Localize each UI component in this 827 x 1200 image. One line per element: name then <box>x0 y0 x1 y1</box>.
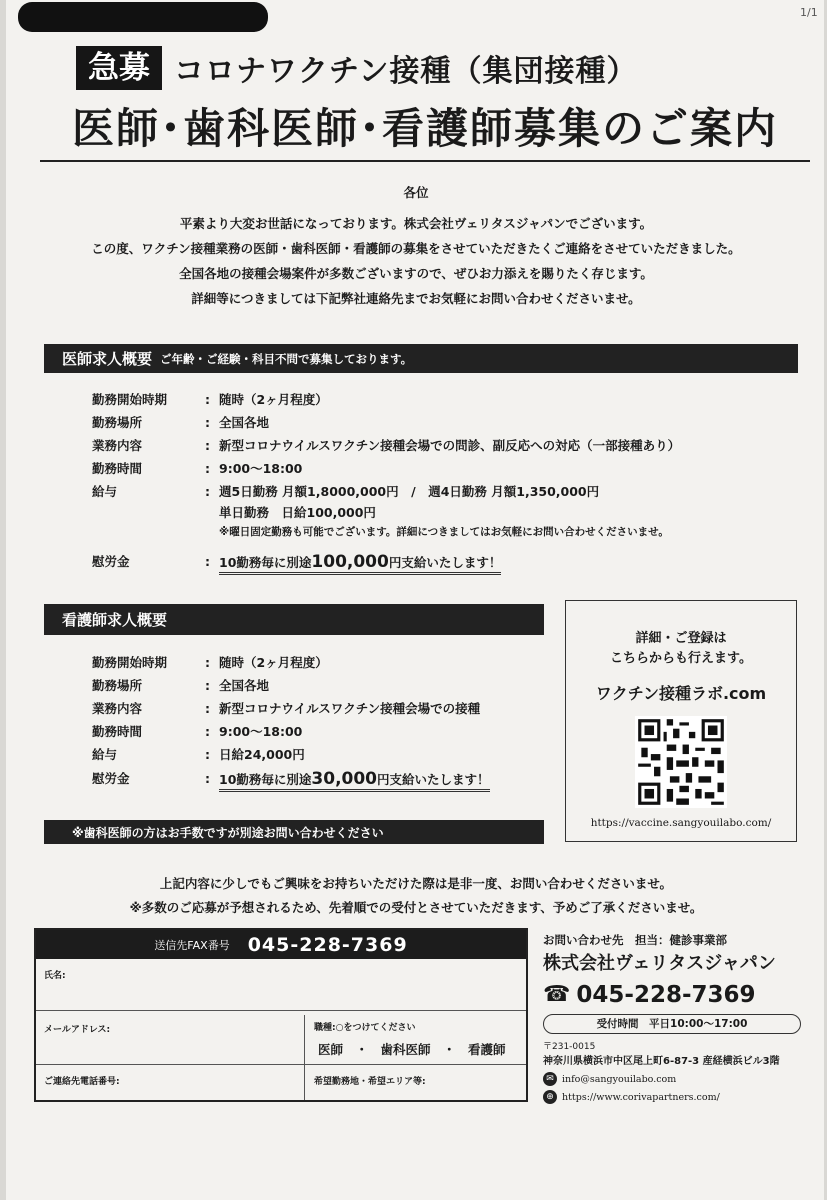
mail-icon: ✉ <box>543 1072 557 1086</box>
detail-row: 勤務場所 : 全国各地 <box>92 415 270 430</box>
registration-text: 詳細・ご登録は こちらからも行えます。 <box>610 631 752 666</box>
detail-row: 業務内容 : 新型コロナウイルスワクチン接種会場での問診、副反応への対応（一部接種あり） <box>92 438 681 453</box>
closing-line: ※多数のご応募が予想されるため、先着順での受付とさせていただきます、予めご了承くださいませ。 <box>129 900 703 915</box>
detail-row: 給与 : 日給24,000円 <box>92 747 305 762</box>
bonus-text: 10勤務毎に別途100,000円支給いたします！ <box>219 549 501 575</box>
company-name: 株式会社ヴェリタスジャパン <box>543 953 776 974</box>
nurse-section-title: 看護師求人概要 <box>62 611 168 629</box>
postal-code: 〒231-0015 <box>543 1042 596 1052</box>
bonus-row: 慰労金 : 10勤務毎に別途100,000円支給いたします！ <box>92 549 680 575</box>
intro-line: 各位 <box>403 185 429 200</box>
detail-row: 勤務場所 : 全国各地 <box>92 678 270 693</box>
doctor-section-header <box>44 344 798 373</box>
doctor-section-title: 医師求人概要 <box>62 350 153 368</box>
form-divider <box>36 1010 526 1011</box>
email-field-label: メールアドレス: <box>44 1025 111 1035</box>
nurse-section-header <box>44 604 544 635</box>
globe-icon: ⊕ <box>543 1090 557 1104</box>
detail-row: 勤務時間 : 9:00～18:00 <box>92 724 303 739</box>
job-options[interactable]: 医師 ・ 歯科医師 ・ 看護師 <box>318 1042 506 1057</box>
detail-row: 勤務時間 : 9:00～18:00 <box>92 461 303 476</box>
dentist-note-bar <box>44 820 544 844</box>
bonus-text: 10勤務毎に別途30,000円支給いたします！ <box>219 766 490 792</box>
form-divider <box>36 1064 526 1065</box>
email-line <box>543 1070 813 1088</box>
fax-form <box>34 928 528 1102</box>
detail-row: 勤務開始時期 : 随時（2ヶ月程度） <box>92 655 328 670</box>
address: 神奈川県横浜市中区尾上町6-87-3 産経横浜ビル3階 <box>543 1056 780 1067</box>
fax-header <box>36 930 526 959</box>
header-subtitle: コロナワクチン接種（集団接種） <box>174 54 638 89</box>
document-page <box>6 0 824 1200</box>
job-field-label: 職種:○をつけてください <box>314 1023 416 1033</box>
intro-line: 平素より大変お世話になっております。株式会社ヴェリタスジャパンでございます。 <box>179 216 653 231</box>
closing-text <box>26 872 806 920</box>
qr-code-icon[interactable] <box>635 716 727 808</box>
doctor-details <box>92 388 680 575</box>
dentist-note: ※歯科医師の方はお手数ですが別途お問い合わせください <box>72 825 384 840</box>
detail-row: 給与 : 週5日勤務 月額1,8000,000円 / 週4日勤務 月額1,350,000円 <box>92 484 600 499</box>
contact-info <box>543 930 813 1106</box>
website-line <box>543 1088 813 1106</box>
phone-line <box>543 978 813 1012</box>
intro-line: この度、ワクチン接種業務の医師・歯科医師・看護師の募集をさせていただきたくご連絡をさせていただきました。 <box>91 241 741 256</box>
intro-line: 全国各地の接種会場案件が多数ございますので、ぜひお力添えを賜りたく存じます。 <box>179 266 653 281</box>
email-address[interactable]: info@sangyouilabo.com <box>562 1073 677 1085</box>
office-hours: 受付時間 平日10:00～17:00 <box>543 1014 801 1034</box>
redacted-area <box>18 2 268 32</box>
form-divider <box>304 1015 305 1100</box>
page-number: 1/1 <box>800 6 818 19</box>
doctor-section-note: ご年齢・ご経験・科目不問で募集しております。 <box>160 351 413 366</box>
intro-text <box>26 180 806 311</box>
fax-number: 045-228-7369 <box>247 933 408 956</box>
area-field-label: 希望勤務地・希望エリア等: <box>314 1077 426 1087</box>
registration-box <box>565 600 797 842</box>
phone-field-label: ご連絡先電話番号: <box>44 1077 120 1087</box>
detail-row: 勤務開始時期 : 随時（2ヶ月程度） <box>92 392 328 407</box>
registration-url[interactable]: https://vaccine.sangyouilabo.com/ <box>590 817 772 829</box>
salary-note: ※曜日固定勤務も可能でございます。詳細につきましてはお気軽にお問い合わせくださいませ。 <box>219 526 669 538</box>
closing-line: 上記内容に少しでもご興味をお持ちいただけた際は是非一度、お問い合わせくださいませ。 <box>159 876 673 891</box>
detail-row: 業務内容 : 新型コロナウイルスワクチン接種会場での接種 <box>92 701 481 716</box>
header-line <box>76 44 638 92</box>
phone-number[interactable]: 045-228-7369 <box>576 982 756 1008</box>
phone-icon: ☎ <box>543 982 571 1007</box>
page-title: 医師･歯科医師･看護師募集のご案内 <box>40 98 810 162</box>
fax-label: 送信先FAX番号 <box>154 938 230 952</box>
website-url[interactable]: https://www.corivapartners.com/ <box>562 1091 720 1103</box>
name-field-label: 氏名: <box>44 971 66 981</box>
intro-line: 詳細等につきましては下記弊社連絡先までお気軽にお問い合わせくださいませ。 <box>191 291 641 306</box>
bonus-row: 慰労金 : 10勤務毎に別途30,000円支給いたします！ <box>92 766 490 792</box>
nurse-details <box>92 651 490 792</box>
salary-extra: 単日勤務 日給100,000円 <box>219 505 376 520</box>
site-name: ワクチン接種ラボ.com <box>595 684 767 703</box>
inquiry-line: お問い合わせ先 担当：健診事業部 <box>543 933 727 947</box>
urgent-badge: 急募 <box>76 46 162 90</box>
